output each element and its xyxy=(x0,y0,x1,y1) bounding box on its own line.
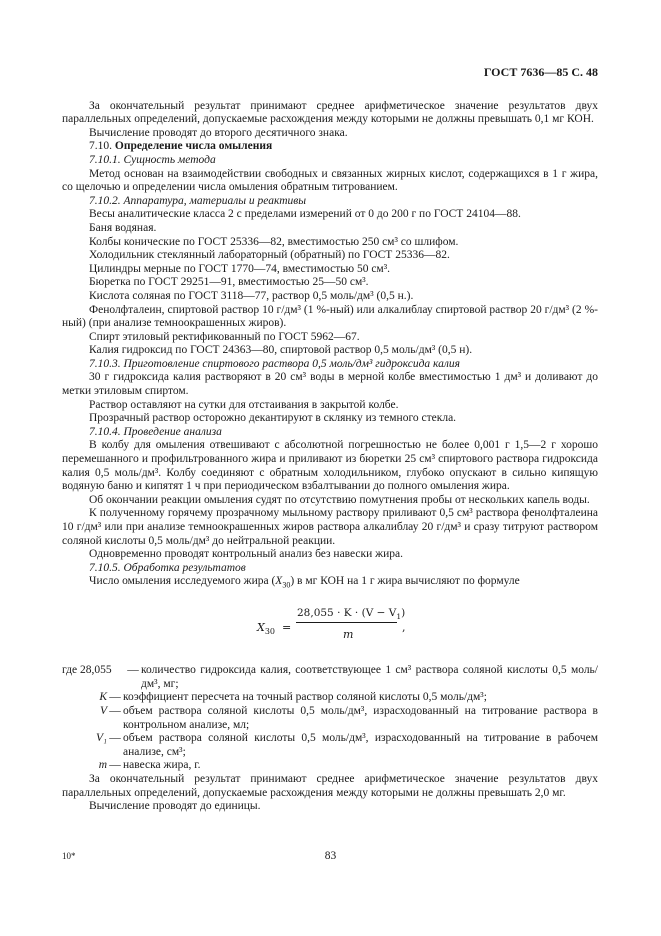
section-number: 7.10. xyxy=(89,140,112,153)
definition-symbol: V₁ xyxy=(95,732,107,745)
page-number: 83 xyxy=(324,850,337,862)
definition-row: V — объем раствора соляной кислоты 0,5 моль/дм³, израсходованный на титрование раствора в контрольном анализе, мл; xyxy=(62,705,598,732)
list-item: Колбы конические по ГОСТ 25336—82, вместимостью 250 см³ со шлифом. xyxy=(89,235,459,248)
definition-text: объем раствора соляной кислоты 0,5 моль/дм³, израсходованный на титрование раствора в контрольном анализе, мл; xyxy=(123,705,598,731)
footer-signature: 10* xyxy=(62,851,76,861)
definition-text: количество гидроксида калия, соответствующее 1 см³ раствора соляной кислоты 0,5 моль/дм³, мг; xyxy=(141,664,598,690)
definition-row: K — коэффициент пересчета на точный раствор соляной кислоты 0,5 моль/дм³; xyxy=(62,691,598,705)
page-header: ГОСТ 7636—85 С. 48 xyxy=(483,65,598,79)
paragraph: За окончательный результат принимают среднее арифметическое значение результатов двух параллельных определений, допускаемые расхождения между которыми не должны превышать 0,1 мг КОН. xyxy=(62,99,598,126)
definition-text: объем раствора соляной кислоты 0,5 моль/дм³, израсходованный на титрование в рабочем анализе, см³; xyxy=(123,732,598,758)
list-item: Цилиндры мерные по ГОСТ 1770—74, вместимостью 50 см³. xyxy=(89,262,391,275)
list-item: Кислота соляная по ГОСТ 3118—77, раствор 0,5 моль/дм³ (0,5 н.). xyxy=(89,289,414,302)
list-item: Бюретка по ГОСТ 29251—91, вместимостью 25—50 см³. xyxy=(89,276,369,289)
paragraph: Метод основан на взаимодействии свободных и связанных жирных кислот, содержащихся в 1 г жира, со щелочью и определении числа омыления обратным титрованием. xyxy=(62,167,598,194)
definition-text: коэффициент пересчета на точный раствор соляной кислоты 0,5 моль/дм³; xyxy=(123,691,487,704)
subsection-heading: 7.10.2. Аппаратура, материалы и реактивы xyxy=(89,194,307,207)
subsection-heading: 7.10.4. Проведение анализа xyxy=(89,425,222,438)
subsection-heading: 7.10.5. Обработка результатов xyxy=(89,561,246,574)
definition-symbol: K xyxy=(99,691,107,704)
section-heading-7-10 xyxy=(62,140,598,154)
fraction-bar xyxy=(296,622,397,623)
list-item: Баня водяная. xyxy=(89,221,157,234)
formula-numerator: $28,055 \cdot K \cdot (V - V_1)$ xyxy=(297,607,406,622)
definition-symbol: где 28,055 xyxy=(62,664,112,677)
paragraph: Число омыления исследуемого жира $(X_{30})$ в мг КОН на 1 г жира вычисляют по формуле xyxy=(89,575,520,590)
variable-definitions xyxy=(62,664,598,773)
formula-equals: = xyxy=(282,621,292,635)
list-item: Холодильник стеклянный лабораторный (обратный) по ГОСТ 25336—82. xyxy=(89,249,450,262)
paragraph: За окончательный результат принимают среднее арифметическое значение результатов двух параллельных определений, допускаемые расхождения между которыми не должны превышать 2,0 мг. xyxy=(62,773,598,799)
definition-row: m — навеска жира, г. xyxy=(62,759,598,773)
paragraph: Одновременно проводят контрольный анализ без навески жира. xyxy=(89,548,403,561)
formula-denominator: m xyxy=(343,628,354,642)
subsection-heading: 7.10.3. Приготовление спиртового раствора 0,5 моль/дм³ гидроксида калия xyxy=(89,357,460,370)
paragraph: Раствор оставляют на сутки для отстаивания в закрытой колбе. xyxy=(89,398,399,411)
formula-lhs: $X_{30}$ xyxy=(257,621,276,637)
definition-row: где 28,055 — количество гидроксида калия, соответствующее 1 см³ раствора соляной кислоты 0,5 моль/дм³, мг; xyxy=(62,664,598,690)
definition-symbol: m xyxy=(98,759,107,772)
paragraph: Вычисление проводят до второго десятичного знака. xyxy=(89,126,348,139)
saponification-formula xyxy=(62,606,598,652)
list-item: Весы аналитические класса 2 с пределами измерений от 0 до 200 г по ГОСТ 24104—88. xyxy=(89,208,521,221)
formula-comma: , xyxy=(402,621,406,635)
subsection-heading: 7.10.1. Сущность метода xyxy=(89,153,216,166)
paragraph: Об окончании реакции омыления судят по отсутствию помутнения пробы от нескольких капель воды. xyxy=(89,493,590,506)
paragraph: В колбу для омыления отвешивают с абсолютной погрешностью не более 0,001 г 1,5—2 г хорошо перемешанного и профильтрованного жира и приливают из бюретки 25 см³ спиртового раствора гидроксида калия 0,5 моль/дм³. Колбу соединяют с обратным холодильником, глубоко опускают в сильно кипящую водяную баню и кипятят 1 ч при периодическом взбалтывании до полного омыления жира. xyxy=(62,439,598,493)
section-title: Определение числа омыления xyxy=(114,140,273,153)
paragraph: Калия гидроксид по ГОСТ 24363—80, спиртовой раствор 0,5 моль/дм³ (0,5 н). xyxy=(89,344,473,357)
paragraph: Фенолфталеин, спиртовой раствор 10 г/дм³ (1 %-ный) или алкалиблау спиртовой раствор 20 г/дм³ (2 %-ный) (при анализе темноокрашенных жиров). xyxy=(62,303,598,330)
paragraph: Вычисление проводят до единицы. xyxy=(89,800,261,813)
paragraph: 30 г гидроксида калия растворяют в 20 см³ воды в мерной колбе вместимостью 1 дм³ и доливают до метки этиловым спиртом. xyxy=(62,371,598,398)
definition-text: навеска жира, г. xyxy=(123,759,201,772)
paragraph: Прозрачный раствор осторожно декантируют в склянку из темного стекла. xyxy=(89,412,457,425)
document-page xyxy=(62,66,598,814)
definition-symbol: V xyxy=(99,705,107,718)
paragraph: Спирт этиловый ректификованный по ГОСТ 5962—67. xyxy=(89,330,360,343)
definition-row: V₁ — объем раствора соляной кислоты 0,5 моль/дм³, израсходованный на титрование в рабочем анализе, см³; xyxy=(62,732,598,759)
paragraph: К полученному горячему прозрачному мыльному раствору приливают 0,5 см³ раствора фенолфталеина 10 г/дм³ или при анализе темноокрашенных жиров раствора алкалиблау 20 г/дм³ и сразу титруют раствором соляной кислоты 0,5 моль/дм³ до нейтральной реакции. xyxy=(62,507,598,547)
